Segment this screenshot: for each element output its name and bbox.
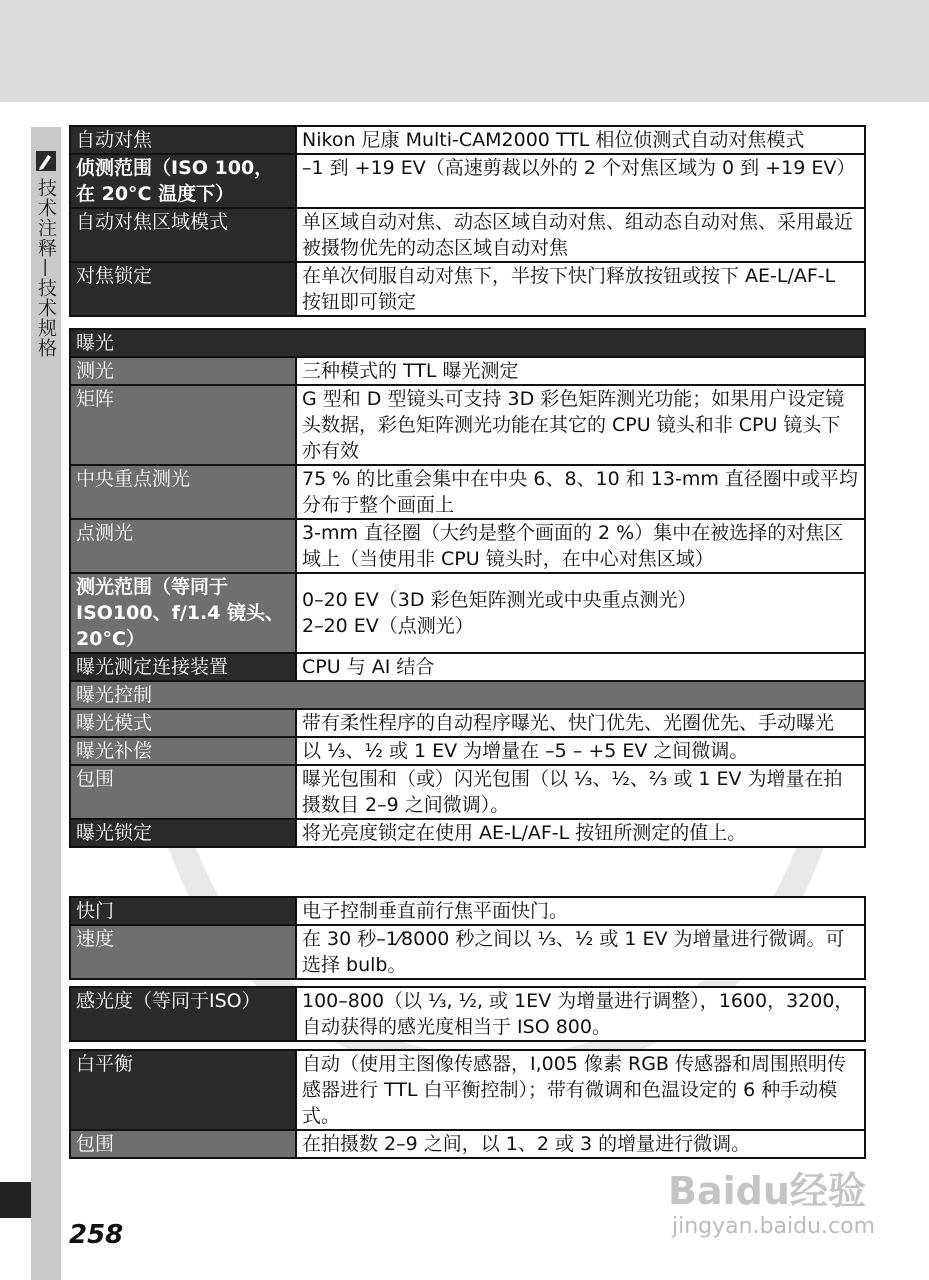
spec-key: 快门: [70, 897, 296, 925]
spec-key: 速度: [70, 925, 296, 979]
spec-value: 3-mm 直径圈（大约是整个画面的 2 %）集中在被选择的对焦区域上（当使用非 CPU 镜头时，在中心对焦区域）: [296, 519, 865, 573]
watermark-brand: Baidu经验: [668, 1169, 866, 1213]
spec-key: 曝光锁定: [70, 819, 296, 847]
spec-value: G 型和 D 型镜头可支持 3D 彩色矩阵测光功能；如果用户设定镜头数据，彩色矩阵测光功能在其它的 CPU 镜头和非 CPU 镜头下亦有效: [296, 385, 865, 465]
spec-key: 中央重点测光: [70, 465, 296, 519]
chapter-label: 技术注释—技术规格: [35, 178, 57, 358]
spec-key: 测光: [70, 357, 296, 385]
table-row: [70, 154, 865, 208]
spec-value-line: 0–20 EV（3D 彩色矩阵测光或中央重点测光）: [302, 589, 697, 611]
spec-key: 包围: [70, 765, 296, 819]
autofocus-spec-table: [69, 125, 866, 317]
shutter-spec-table: [69, 896, 866, 980]
spec-key: 包围: [70, 1130, 296, 1158]
section-title: 曝光: [70, 329, 865, 357]
table-row: [70, 765, 865, 819]
header-band: [0, 0, 929, 102]
spec-value: 以 ⅓、½ 或 1 EV 为增量在 –5 – +5 EV 之间微调。: [296, 737, 865, 765]
white-balance-spec-table: [69, 1049, 866, 1159]
spec-key: 感光度（等同于ISO）: [70, 987, 296, 1041]
exposure-spec-table: [69, 328, 866, 848]
table-row: [70, 465, 865, 519]
table-row: [70, 897, 865, 925]
spec-value: 75 % 的比重会集中在中央 6、8、10 和 13-mm 直径圈中或平均分布于整个画面上: [296, 465, 865, 519]
spec-key: 自动对焦: [70, 126, 296, 154]
spec-value-line: 2–20 EV（点测光）: [302, 615, 474, 637]
spec-key: 曝光补偿: [70, 737, 296, 765]
spec-value: 单区域自动对焦、动态区域自动对焦、组动态自动对焦、采用最近被摄物优先的动态区域自动对焦: [296, 208, 865, 262]
table-row: [70, 573, 865, 653]
spec-value: 在拍摄数 2–9 之间，以 1、2 或 3 的增量进行微调。: [296, 1130, 865, 1158]
spec-key: 矩阵: [70, 385, 296, 465]
spec-value: Nikon 尼康 Multi-CAM2000 TTL 相位侦测式自动对焦模式: [296, 126, 865, 154]
spec-key: 对焦锁定: [70, 262, 296, 316]
spec-key: 点测光: [70, 519, 296, 573]
table-row: [70, 653, 865, 681]
notes-icon: [35, 150, 57, 172]
table-row: [70, 385, 865, 465]
spec-value: 将光亮度锁定在使用 AE-L/AF-L 按钮所测定的值上。: [296, 819, 865, 847]
table-row: [70, 1050, 865, 1130]
page-number: 258: [69, 1220, 124, 1250]
subsection-header-row: [70, 681, 865, 709]
spec-value: 100–800（以 ⅓, ½, 或 1EV 为增量进行调整），1600，3200，自动获得的感光度相当于 ISO 800。: [296, 987, 865, 1041]
spec-value: 电子控制垂直前行焦平面快门。: [296, 897, 865, 925]
spec-value: [296, 573, 865, 653]
table-row: [70, 987, 865, 1041]
iso-spec-table: [69, 986, 866, 1042]
watermark-url: jingyan.baidu.com: [672, 1214, 876, 1239]
section-header-row: [70, 329, 865, 357]
spec-key: 曝光模式: [70, 709, 296, 737]
spec-key: 侦测范围（ISO 100，在 20°C 温度下）: [70, 154, 296, 208]
page-edge-marker: [0, 1182, 31, 1218]
spec-key: 白平衡: [70, 1050, 296, 1130]
table-row: [70, 1130, 865, 1158]
spec-value: 曝光包围和（或）闪光包围（以 ⅓、½、⅔ 或 1 EV 为增量在拍摄数目 2–9 之间微调）。: [296, 765, 865, 819]
table-row: [70, 262, 865, 316]
spec-value: 在 30 秒–1⁄8000 秒之间以 ⅓、½ 或 1 EV 为增量进行微调。可选择 bulb。: [296, 925, 865, 979]
spec-key: 测光范围（等同于 ISO100、f/1.4 镜头、20°C）: [70, 573, 296, 653]
spec-key: 自动对焦区域模式: [70, 208, 296, 262]
table-row: [70, 819, 865, 847]
table-row: [70, 709, 865, 737]
spec-value: –1 到 +19 EV（高速剪裁以外的 2 个对焦区域为 0 到 +19 EV）: [296, 154, 865, 208]
table-row: [70, 737, 865, 765]
spec-value: 自动（使用主图像传感器，I,005 像素 RGB 传感器和周围照明传感器进行 TTL 白平衡控制）；带有微调和色温设定的 6 种手动模式。: [296, 1050, 865, 1130]
table-row: [70, 208, 865, 262]
table-row: [70, 126, 865, 154]
spec-value: 带有柔性程序的自动程序曝光、快门优先、光圈优先、手动曝光: [296, 709, 865, 737]
subsection-title: 曝光控制: [70, 681, 865, 709]
spec-value: 三种模式的 TTL 曝光测定: [296, 357, 865, 385]
spec-value: 在单次伺服自动对焦下，半按下快门释放按钮或按下 AE-L/AF-L 按钮即可锁定: [296, 262, 865, 316]
table-row: [70, 357, 865, 385]
spec-key: 曝光测定连接装置: [70, 653, 296, 681]
table-row: [70, 925, 865, 979]
table-row: [70, 519, 865, 573]
spec-value: CPU 与 AI 结合: [296, 653, 865, 681]
